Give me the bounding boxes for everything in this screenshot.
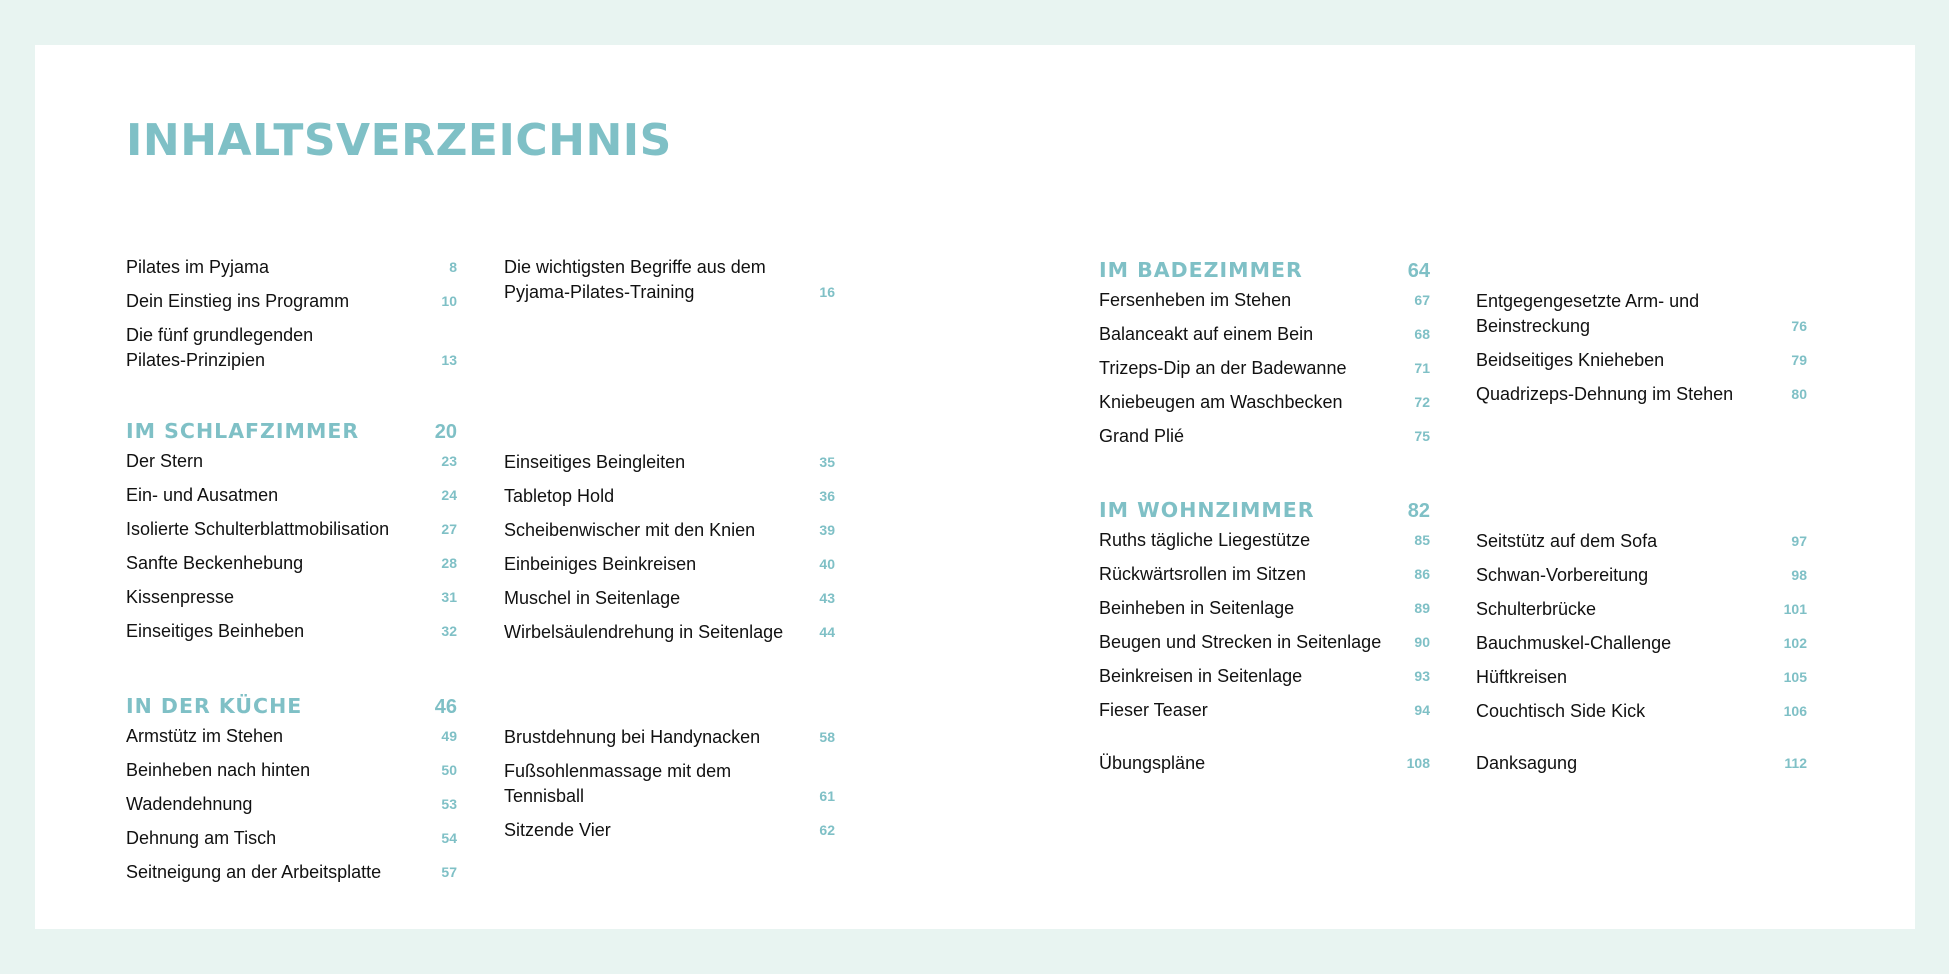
toc-entry[interactable] xyxy=(1099,528,1430,553)
toc-group xyxy=(504,725,835,852)
toc-entry[interactable] xyxy=(504,484,835,509)
toc-entry[interactable] xyxy=(1099,288,1430,313)
toc-entry[interactable] xyxy=(504,759,835,809)
toc-entry-label: Entgegengesetzte Arm- und Beinstreckung xyxy=(1476,291,1700,336)
toc-entry-page: 76 xyxy=(1791,318,1807,334)
toc-entry-page: 8 xyxy=(449,259,457,275)
toc-entry-label: Sanfte Beckenhebung xyxy=(126,553,304,573)
toc-entry-label: Wirbelsäulendrehung in Seitenlage xyxy=(504,622,784,642)
section-heading-label: IM BADEZIMMER xyxy=(1099,258,1303,282)
toc-entry-page: 13 xyxy=(441,352,457,368)
toc-entry[interactable] xyxy=(1099,630,1430,655)
toc-entry[interactable] xyxy=(504,818,835,843)
section-wohnzimmer xyxy=(1099,495,1430,732)
toc-entry[interactable] xyxy=(1099,562,1430,587)
toc-entry[interactable] xyxy=(126,483,457,508)
section-heading[interactable] xyxy=(126,416,457,447)
toc-entry[interactable] xyxy=(126,792,457,817)
section-heading-label: IM SCHLAFZIMMER xyxy=(126,419,360,443)
toc-entry-label: Kissenpresse xyxy=(126,587,235,607)
toc-entry-page: 39 xyxy=(819,522,835,538)
toc-entry[interactable] xyxy=(1099,424,1430,449)
toc-entry-label: Dein Einstieg ins Programm xyxy=(126,291,350,311)
toc-entry[interactable] xyxy=(126,585,457,610)
toc-entry[interactable] xyxy=(1476,563,1807,588)
toc-entry-page: 102 xyxy=(1783,635,1807,651)
toc-entry-label: Kniebeugen am Waschbecken xyxy=(1099,392,1343,412)
toc-entry[interactable] xyxy=(1476,597,1807,622)
toc-entry-page: 112 xyxy=(1784,755,1807,771)
toc-entry-label: Danksagung xyxy=(1476,753,1578,773)
toc-entry-label: Der Stern xyxy=(126,451,204,471)
toc-entry[interactable] xyxy=(126,619,457,644)
toc-entry-page: 23 xyxy=(441,453,457,469)
toc-entry[interactable] xyxy=(504,518,835,543)
toc-entry-page: 28 xyxy=(441,555,457,571)
toc-entry-label: Ruths tägliche Liegestütze xyxy=(1099,530,1311,550)
toc-entry-label: Sitzende Vier xyxy=(504,820,611,840)
toc-entry-label: Einseitiges Beinheben xyxy=(126,621,305,641)
toc-entry-page: 98 xyxy=(1791,567,1807,583)
toc-group xyxy=(504,255,835,314)
toc-entry-label: Fieser Teaser xyxy=(1099,700,1208,720)
toc-entry-page: 27 xyxy=(441,521,457,537)
toc-entry[interactable] xyxy=(1099,596,1430,621)
toc-entry[interactable] xyxy=(504,255,835,305)
toc-entry-page: 80 xyxy=(1791,386,1807,402)
toc-entry[interactable] xyxy=(504,450,835,475)
toc-group xyxy=(1099,751,1430,785)
toc-entry-page: 71 xyxy=(1414,360,1430,376)
toc-entry[interactable] xyxy=(504,586,835,611)
toc-entry-page: 97 xyxy=(1791,533,1807,549)
toc-entry[interactable] xyxy=(504,725,835,750)
toc-entry[interactable] xyxy=(126,323,457,373)
section-heading-page: 46 xyxy=(434,696,457,718)
toc-entry-page: 105 xyxy=(1783,669,1807,685)
toc-entry-label: Schulterbrücke xyxy=(1476,599,1597,619)
toc-entry-label: Dehnung am Tisch xyxy=(126,828,277,848)
toc-entry-label: Hüftkreisen xyxy=(1476,667,1568,687)
toc-entry-page: 90 xyxy=(1414,634,1430,650)
toc-entry-label: Tabletop Hold xyxy=(504,486,615,506)
toc-entry[interactable] xyxy=(1099,356,1430,381)
page-title: INHALTSVERZEICHNIS xyxy=(126,115,672,166)
toc-entry-page: 68 xyxy=(1414,326,1430,342)
toc-entry[interactable] xyxy=(1476,751,1807,776)
section-badezimmer xyxy=(1099,255,1430,458)
toc-entry-page: 32 xyxy=(441,623,457,639)
toc-entry-label: Fußsohlenmassage mit dem Tennisball xyxy=(504,761,732,806)
toc-entry[interactable] xyxy=(504,552,835,577)
toc-entry[interactable] xyxy=(1099,698,1430,723)
toc-entry[interactable] xyxy=(1476,631,1807,656)
toc-entry-label: Bauchmuskel-Challenge xyxy=(1476,633,1672,653)
toc-entry-page: 75 xyxy=(1414,428,1430,444)
toc-entry-label: Beinkreisen in Seitenlage xyxy=(1099,666,1303,686)
toc-entry-page: 10 xyxy=(441,293,457,309)
toc-entry[interactable] xyxy=(1476,348,1807,373)
toc-group xyxy=(504,450,835,654)
toc-entry-page: 72 xyxy=(1414,394,1430,410)
toc-entry-page: 106 xyxy=(1783,703,1807,719)
toc-group xyxy=(1099,528,1430,723)
toc-entry-label: Die wichtigsten Begriffe aus dem Pyjama-Pilates-Training xyxy=(504,257,766,302)
toc-entry-label: Pilates im Pyjama xyxy=(126,257,270,277)
toc-entry-label: Einbeiniges Beinkreisen xyxy=(504,554,697,574)
toc-entry-label: Beidseitiges Knieheben xyxy=(1476,350,1665,370)
toc-entry-page: 49 xyxy=(441,728,457,744)
toc-entry-page: 24 xyxy=(441,487,457,503)
toc-entry[interactable] xyxy=(126,860,457,885)
toc-entry-label: Seitstütz auf dem Sofa xyxy=(1476,531,1658,551)
toc-entry-label: Fersenheben im Stehen xyxy=(1099,290,1292,310)
toc-entry[interactable] xyxy=(504,620,835,645)
toc-entry[interactable] xyxy=(126,449,457,474)
toc-group xyxy=(126,255,457,382)
toc-entry-label: Rückwärtsrollen im Sitzen xyxy=(1099,564,1307,584)
toc-entry-page: 79 xyxy=(1791,352,1807,368)
toc-entry-label: Beinheben in Seitenlage xyxy=(1099,598,1295,618)
toc-entry-page: 61 xyxy=(819,788,835,804)
toc-entry-label: Ein- und Ausatmen xyxy=(126,485,279,505)
toc-entry[interactable] xyxy=(1476,289,1807,339)
toc-entry[interactable] xyxy=(1099,664,1430,689)
section-heading-label: IM WOHNZIMMER xyxy=(1099,498,1315,522)
toc-entry-label: Beinheben nach hinten xyxy=(126,760,311,780)
section-heading-page: 20 xyxy=(434,421,457,443)
toc-entry-label: Balanceakt auf einem Bein xyxy=(1099,324,1314,344)
toc-group xyxy=(126,724,457,885)
toc-entry[interactable] xyxy=(1476,665,1807,690)
toc-group xyxy=(1099,288,1430,449)
toc-entry[interactable] xyxy=(126,255,457,280)
toc-entry[interactable] xyxy=(1476,382,1807,407)
toc-entry-page: 35 xyxy=(819,454,835,470)
toc-group xyxy=(1476,529,1807,733)
toc-entry-label: Übungspläne xyxy=(1099,753,1206,773)
toc-entry[interactable] xyxy=(1099,390,1430,415)
toc-entry-label: Wadendehnung xyxy=(126,794,253,814)
toc-entry-page: 67 xyxy=(1414,292,1430,308)
toc-entry[interactable] xyxy=(1476,699,1807,724)
toc-entry-page: 31 xyxy=(441,589,457,605)
toc-entry-label: Trizeps-Dip an der Badewanne xyxy=(1099,358,1347,378)
toc-entry-label: Die fünf grundlegenden Pilates-Prinzipien xyxy=(126,325,314,370)
toc-page xyxy=(35,45,1915,929)
toc-entry-label: Muschel in Seitenlage xyxy=(504,588,681,608)
section-schlafzimmer xyxy=(126,416,457,653)
section-heading[interactable] xyxy=(1099,255,1430,286)
toc-entry[interactable] xyxy=(1476,529,1807,554)
toc-entry-label: Einseitiges Beingleiten xyxy=(504,452,686,472)
toc-entry-label: Grand Plié xyxy=(1099,426,1185,446)
toc-entry-page: 40 xyxy=(819,556,835,572)
toc-entry-page: 85 xyxy=(1414,532,1430,548)
toc-entry[interactable] xyxy=(126,826,457,851)
toc-entry-page: 62 xyxy=(819,822,835,838)
section-kueche xyxy=(126,691,457,894)
toc-entry-page: 58 xyxy=(819,729,835,745)
toc-entry-label: Armstütz im Stehen xyxy=(126,726,284,746)
toc-entry-label: Quadrizeps-Dehnung im Stehen xyxy=(1476,384,1734,404)
toc-entry-label: Beugen und Strecken in Seitenlage xyxy=(1099,632,1382,652)
toc-entry-page: 86 xyxy=(1414,566,1430,582)
toc-entry[interactable] xyxy=(126,289,457,314)
toc-entry-page: 108 xyxy=(1406,755,1430,771)
section-heading-page: 64 xyxy=(1407,260,1430,282)
toc-entry-label: Brustdehnung bei Handynacken xyxy=(504,727,761,747)
toc-entry[interactable] xyxy=(126,724,457,749)
toc-entry-page: 44 xyxy=(819,624,835,640)
toc-entry-page: 16 xyxy=(819,284,835,300)
toc-entry-page: 54 xyxy=(441,830,457,846)
toc-entry[interactable] xyxy=(1099,751,1430,776)
toc-entry-page: 43 xyxy=(819,590,835,606)
toc-entry-label: Couchtisch Side Kick xyxy=(1476,701,1646,721)
toc-group xyxy=(126,449,457,644)
toc-entry-page: 53 xyxy=(441,796,457,812)
section-heading[interactable] xyxy=(1099,495,1430,526)
toc-entry-label: Scheibenwischer mit den Knien xyxy=(504,520,756,540)
toc-entry-page: 57 xyxy=(441,864,457,880)
toc-entry-page: 36 xyxy=(819,488,835,504)
toc-entry-label: Seitneigung an der Arbeitsplatte xyxy=(126,862,382,882)
toc-entry[interactable] xyxy=(126,517,457,542)
toc-entry-page: 50 xyxy=(441,762,457,778)
toc-entry[interactable] xyxy=(126,758,457,783)
section-heading-page: 82 xyxy=(1407,500,1430,522)
section-heading-label: IN DER KÜCHE xyxy=(126,694,303,718)
toc-entry-page: 89 xyxy=(1414,600,1430,616)
toc-entry-label: Isolierte Schulterblattmobilisation xyxy=(126,519,390,539)
toc-entry-page: 94 xyxy=(1414,702,1430,718)
toc-entry-page: 101 xyxy=(1783,601,1807,617)
toc-entry[interactable] xyxy=(1099,322,1430,347)
section-heading[interactable] xyxy=(126,691,457,722)
toc-entry[interactable] xyxy=(126,551,457,576)
toc-group xyxy=(1476,289,1807,416)
toc-group xyxy=(1476,751,1807,785)
toc-entry-label: Schwan-Vorbereitung xyxy=(1476,565,1649,585)
toc-entry-page: 93 xyxy=(1414,668,1430,684)
